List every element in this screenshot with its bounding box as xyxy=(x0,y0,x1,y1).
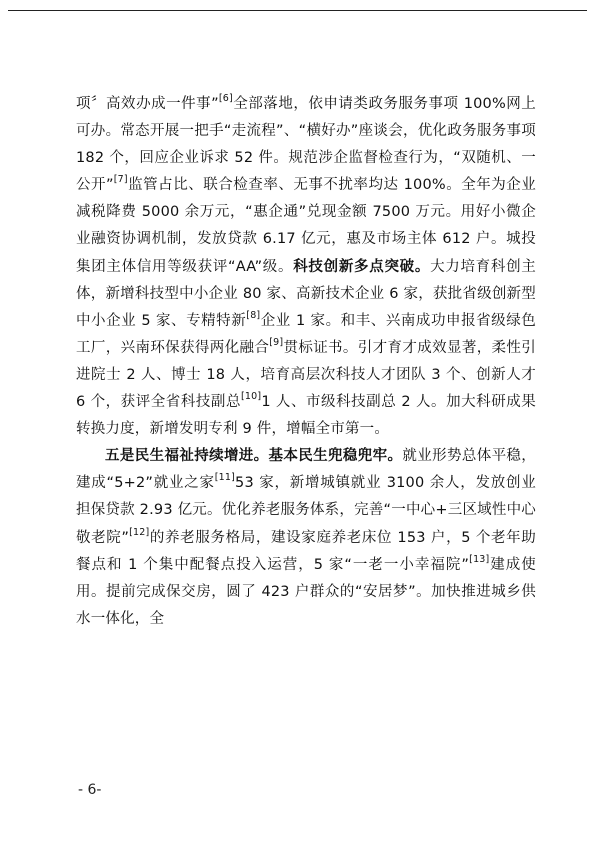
paragraph-text: 监管占比、联合检查率、无事不扰率均达 100%。全年为企业减税降费 5000 余万元，“惠企通”兑现金额 7500 万元。用好小微企业融资协调机制，发放贷款 6.17 亿元，惠及市场主体 612 户。城投集团主体信用等级获评“AA”级。 xyxy=(76,177,536,275)
footnote-marker: [6] xyxy=(218,93,233,105)
top-border-line xyxy=(8,10,587,11)
page-number: - 6- xyxy=(78,782,102,798)
paragraph-text: 全部落地，依申请类政务服务事项 100%网上可办。常态开展一把手“走流程”、“横好办”座谈会，优化政务服务事项 182 个，回应企业诉求 52 件。规范涉企监督检查行为，“双随机、一公开” xyxy=(76,96,536,194)
bold-heading-text: 科技创新多点突破。 xyxy=(293,258,431,275)
body-text xyxy=(76,91,536,633)
footnote-marker: [10] xyxy=(241,391,262,403)
paragraph-text: 的养老服务格局，建设家庭养老床位 153 户，5 个老年助餐点和 1 个集中配餐点投入运营，5 家“一老一小幸福院” xyxy=(76,529,537,573)
paragraph-text: 就业形势总体平稳，建成“5+2”就业之家 xyxy=(76,448,536,492)
footnote-marker: [13] xyxy=(469,553,490,565)
paragraph xyxy=(76,91,536,443)
paragraph-text: 建成使用。提前完成保交房，圆了 423 户群众的“安居梦”。加快推进城乡供水一体化，全 xyxy=(76,556,536,627)
paragraph-text: 项〞高效办成一件事” xyxy=(76,96,219,112)
footnote-marker: [9] xyxy=(269,337,284,349)
paragraph-text: 企业 1 家。和丰、兴南成功申报省级绿色工厂，兴南环保获得两化融合 xyxy=(76,312,536,356)
paragraph-text: 贯标证书。引才育才成效显著，柔性引进院士 2 人、博士 18 人，培育高层次科技人才团队 3 个、创新人才 6 个，获评全省科技副总 xyxy=(76,339,536,411)
paragraph-text: 1 人、市级科技副总 2 人。加大科研成果转换力度，新增发明专利 9 件，增幅全市第一。 xyxy=(76,394,536,438)
footnote-marker: [11] xyxy=(214,472,236,484)
footnote-marker: [12] xyxy=(129,526,150,538)
footnote-marker: [8] xyxy=(246,309,261,321)
paragraph-text: 53 家，新增城镇就业 3100 余人，发放创业担保贷款 2.93 亿元。优化养老服务体系，完善“一中心+三区域性中心敬老院” xyxy=(76,475,536,546)
footnote-marker: [7] xyxy=(113,174,128,186)
paragraph-text: 大力培育科创主体，新增科技型中小企业 80 家、高新技术企业 6 家，获批省级创新型中小企业 5 家、专精特新 xyxy=(76,258,536,329)
paragraph xyxy=(76,443,536,633)
bold-heading-text: 五是民生福祉持续增进。基本民生兜稳兜牢。 xyxy=(105,448,403,465)
